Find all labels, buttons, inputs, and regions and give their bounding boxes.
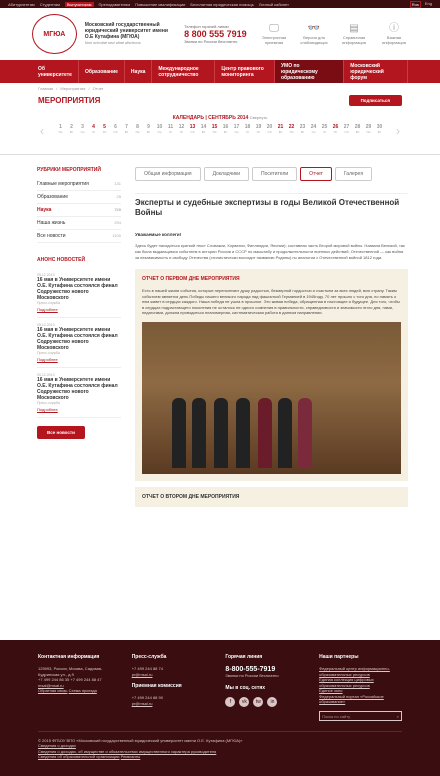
calendar-weekday: Пн: [289, 130, 294, 134]
instagram-icon[interactable]: in: [267, 697, 277, 707]
motto: Non scholae sed vitae discimus: [84, 40, 141, 45]
feedback-link[interactable]: Обратная связь: [38, 688, 68, 693]
university-logo[interactable]: [32, 14, 77, 54]
hotline-sub: Звонки по России бесплатно: [184, 39, 238, 44]
topbar-link-legal-help[interactable]: Бесплатная юридическая помощь: [190, 1, 254, 7]
calendar-weekday: Пн: [58, 130, 63, 134]
article-title: Эксперты и судебные экспертизы в годы Великой Отечественной Войны: [135, 193, 408, 218]
calendar-day[interactable]: 10 Ср: [156, 124, 163, 134]
calendar-title-text: КАЛЕНДАРЬ | СЕНТЯБРЬ 2014: [172, 115, 249, 121]
calendar-weekday: Пт: [256, 130, 261, 134]
tab-speakers[interactable]: Докладчики: [204, 167, 249, 181]
rubric-count: 131: [114, 181, 121, 186]
site-search-input[interactable]: [319, 711, 402, 721]
page-title: МЕРОПРИЯТИЯ: [38, 95, 101, 105]
calendar-weekday: Ср: [157, 130, 162, 134]
calendar-day[interactable]: 20 Сб: [266, 124, 273, 134]
rubric-count: 1100: [112, 233, 121, 238]
facebook-icon[interactable]: f: [225, 697, 235, 707]
calendar-day[interactable]: 11 Чт: [167, 124, 174, 134]
event-tabs: [135, 167, 408, 181]
news-date: 05.12.2013: [37, 373, 55, 377]
topbar-link-teachers[interactable]: Преподавателям: [98, 1, 131, 7]
reference-link[interactable]: [340, 23, 368, 45]
admission-email[interactable]: pr@msal.ru: [131, 700, 153, 706]
calendar-weekday: Пт: [333, 130, 338, 134]
calendar-day[interactable]: 25 Чт: [321, 124, 328, 134]
calendar-day[interactable]: 14 Вс: [200, 124, 207, 134]
press-phone: +7 499 244 88 74: [131, 666, 163, 671]
main-area: [0, 155, 440, 507]
site-header: [0, 8, 440, 60]
footer-hotline: [225, 654, 299, 721]
chevron-right-icon[interactable]: ›: [396, 124, 400, 138]
bottom-link[interactable]: Сведения о доходах, об имуществе и обязательствах имущественного характера руководителя: [38, 748, 217, 754]
calendar-day[interactable]: 24 Ср: [310, 124, 317, 134]
all-news-button[interactable]: Все новости: [37, 426, 85, 439]
calendar-day[interactable]: 23 Вт: [299, 124, 306, 134]
calendar-weekday: Пн: [366, 130, 371, 134]
rubric-label: Образование: [37, 194, 68, 200]
news-more-link[interactable]: Подробнее: [37, 357, 58, 362]
main-nav: [0, 60, 440, 83]
footer-address: 125993, Россия, Москва, Садовая-Кудринская ул., д.9: [38, 666, 103, 677]
university-name-text: Московский государственный юридический университет имени О.Е Кутафина (МГЮА): [84, 22, 168, 40]
content: [135, 167, 408, 507]
nav-forum[interactable]: Московский юридический форум: [344, 60, 408, 83]
calendar-weekday: Вс: [355, 130, 360, 134]
report-day-two[interactable]: ОТЧЕТ О ВТОРОМ ДНЕ МЕРОПРИЯТИЯ: [135, 487, 408, 507]
reference-label: Справочная информация: [342, 35, 366, 45]
important-info-link[interactable]: [380, 23, 408, 45]
calendar-day[interactable]: 2 Вт: [68, 124, 76, 134]
footer-contacts-title: Контактная информация: [38, 654, 100, 660]
vk-icon[interactable]: vk: [239, 697, 249, 707]
calendar-day[interactable]: 29 Пн: [365, 124, 372, 134]
calendar-weekday: Вт: [146, 130, 151, 134]
calendar-day[interactable]: 5 Пт: [101, 124, 109, 134]
news-announce: [37, 257, 121, 439]
bottom-link[interactable]: Сведения об образовательной организации: [38, 754, 120, 759]
footer-bottom: [38, 731, 402, 760]
calendar-weekday: Вс: [278, 130, 283, 134]
rubric-count: 25: [116, 194, 121, 199]
rubric-count: 294: [114, 220, 121, 225]
nav-science[interactable]: Наука: [125, 60, 152, 83]
calendar-day[interactable]: 17 Ср: [233, 124, 240, 134]
subscribe-button[interactable]: Подписаться: [349, 95, 402, 106]
news-item: [37, 268, 121, 318]
footer-phones: +7 499 244 86 35 +7 499 244 88 47: [38, 677, 102, 682]
nav-international[interactable]: Международное сотрудничество: [152, 60, 215, 83]
calendar-weekday: Пн: [135, 130, 140, 134]
announce-title: АНОНС НОВОСТЕЙ: [37, 257, 86, 263]
topbar-link-students[interactable]: Студентам: [39, 1, 60, 7]
news-more-link[interactable]: Подробнее: [37, 407, 58, 412]
calendar-weekday: Пн: [212, 130, 217, 134]
news-title[interactable]: 16 мая в Университете имени О.Е. Кутафина состоялся финал Содружество нового Московского: [37, 327, 118, 351]
calendar-weekday: Вс: [124, 130, 129, 134]
tab-gallery[interactable]: Галерея: [335, 167, 372, 181]
nav-umo[interactable]: УМО по юридическому образованию: [275, 60, 344, 83]
rubric-all[interactable]: [37, 230, 121, 243]
news-item: [37, 318, 121, 368]
footer-hotline-sub: Звонки по России бесплатно: [225, 673, 279, 678]
news-source: Пресс-служба: [37, 351, 60, 355]
calendar-day[interactable]: 4 Чт: [90, 124, 98, 134]
partner-link[interactable]: Единое окно: [319, 688, 343, 693]
map-link[interactable]: Схема проезда: [68, 688, 97, 693]
calendar-day[interactable]: 6 Сб: [112, 124, 120, 134]
footer-press: [132, 654, 206, 721]
event-photo: [142, 322, 401, 474]
topbar-link-graduates[interactable]: Выпускникам: [66, 1, 92, 7]
chevron-left-icon[interactable]: ‹: [40, 124, 44, 138]
calendar-weekday: Вт: [69, 130, 74, 134]
calendar-title: [0, 107, 440, 121]
e-reception-label: Электронная приемная: [261, 35, 287, 45]
partners-title: Наши партнеры: [319, 654, 359, 660]
news-item: [37, 368, 121, 418]
glasses-icon: 👓: [307, 23, 321, 34]
calendar-weekday: Пт: [102, 130, 107, 134]
nav-about[interactable]: Об университете: [32, 60, 79, 83]
lead-text: Здесь будет находиться краткий текст Словакии, Хорватии, Финляндии, Японии); составная часть Второй мировой войны. Названа Великой, так как была выдающимся событием в истории России и СССР по масштабу и продолжительности военных действий; Отечественной — как война за независимость и свободу Отечества (стилистически восходит названию Родины) по аналогии с Отечественной войной 1812 года.: [135, 243, 405, 260]
calendar-day[interactable]: 18 Чт: [244, 124, 251, 134]
calendar-weekday: Сб: [113, 130, 118, 134]
rubric-label: Наша жизнь: [37, 220, 66, 226]
report-day-one-text: Есть в нашей жизни события, которые переполняют душу радостью, безмерной гордостью и счастьем за всех людей, всю страну. Таким событием является день Победы нашего великого народа над фашисткой Германией в 1945году. 70 лет прошло с того дня, но память о нем живет в сердцах каждого. Наша победа не ушла в прошлое. Это живая победа, обращенная в настоящее и будущее. Для того, чтобы в сердцах подрастающего поколения не осталось не одного сомнения в правильности, справедливости и значимости этого дня, нами, педагогами, должна проводиться планомерная, систематическая работа в данном направлении.: [142, 288, 400, 315]
book-icon: ▤: [349, 23, 359, 34]
calendar-weekday: Сб: [190, 130, 195, 134]
footer-partners: [319, 654, 402, 721]
calendar-day[interactable]: 21 Вс: [277, 124, 284, 134]
calendar-day[interactable]: 26 Пт: [332, 124, 339, 134]
hotline-number[interactable]: 8 800 555 7919: [184, 29, 247, 39]
rubrics-title: РУБРИКИ МЕРОПРИЯТИЙ: [37, 167, 101, 173]
news-source: Пресс-служба: [37, 301, 60, 305]
calendar-collapse[interactable]: Свернуть: [249, 115, 268, 120]
calendar-days: [0, 124, 440, 134]
bottom-link[interactable]: Сведения о доходах: [38, 743, 76, 748]
calendar-weekday: Ср: [234, 130, 239, 134]
partner-link[interactable]: Федеральный центр информационно-образовательных ресурсов: [319, 666, 390, 677]
rubric-label: Все новости: [37, 233, 66, 239]
calendar-day[interactable]: 13 Сб: [189, 124, 196, 134]
footer-admission-title: Приемная комиссия: [131, 683, 182, 689]
calendar-day[interactable]: 19 Пт: [255, 124, 262, 134]
report-day-one: [135, 269, 408, 481]
press-email[interactable]: pr@msal.ru: [131, 671, 153, 677]
calendar-day[interactable]: 3 Ср: [79, 124, 87, 134]
social-title: Мы в соц. сетях: [225, 684, 266, 691]
news-date: 05.12.2013: [37, 273, 55, 277]
topbar-link-qualification[interactable]: Повышение квалификации: [135, 1, 186, 7]
breadcrumb-events[interactable]: Мероприятия: [60, 85, 86, 91]
calendar-day[interactable]: 8 Пн: [134, 124, 142, 134]
social-links: [225, 697, 299, 707]
rubric-count: 720: [114, 207, 121, 212]
tab-general[interactable]: Общая информация: [135, 167, 201, 181]
calendar-day[interactable]: 9 Вт: [145, 124, 153, 134]
footer-email[interactable]: msal@msal.ru: [38, 682, 64, 688]
partner-link[interactable]: Единая коллекция цифровых образовательных ресурсов: [319, 677, 374, 688]
top-utility-bar: [0, 0, 440, 8]
footer-hotline-number[interactable]: 8-800-555-7919: [225, 666, 276, 673]
footer: [0, 640, 440, 776]
lang-rus[interactable]: Rus: [411, 1, 419, 7]
topbar-link-applicants[interactable]: Абитуриентам: [8, 1, 35, 7]
calendar-weekday: Вт: [377, 130, 382, 134]
footer-contacts: [38, 654, 112, 721]
lang-eng[interactable]: Eng: [424, 0, 432, 6]
calendar-day[interactable]: 12 Пт: [178, 124, 185, 134]
calendar-weekday: Ср: [80, 130, 85, 134]
calendar-weekday: Вт: [300, 130, 305, 134]
calendar-day[interactable]: 30 Вт: [376, 124, 383, 134]
calendar-day[interactable]: 22 Пн: [288, 124, 295, 134]
calendar-day[interactable]: 1 Пн: [57, 124, 65, 134]
calendar-day[interactable]: 7 Вс: [123, 124, 131, 134]
breadcrumb-separator: /: [56, 85, 58, 91]
breadcrumb: [0, 83, 440, 93]
news-date: 05.12.2013: [37, 323, 55, 327]
calendar-day[interactable]: 28 Вс: [354, 124, 361, 134]
copyright: © 2015 ФГБОУ ВПО «Московский государственный юридический университет имени О.Е. Кутафина (МГЮА)»: [38, 737, 243, 743]
tab-visitors[interactable]: Посетители: [252, 167, 297, 181]
calendar-weekday: Пт: [179, 130, 184, 134]
news-more-link[interactable]: Подробнее: [37, 307, 58, 312]
bottom-link[interactable]: Реквизиты: [120, 754, 141, 759]
calendar-weekday: Вт: [223, 130, 228, 134]
report-day-one-title[interactable]: ОТЧЕТ О ПЕРВОМ ДНЕ МЕРОПРИЯТИЯ: [142, 276, 240, 282]
breadcrumb-home[interactable]: Главная: [38, 85, 54, 91]
rubric-science[interactable]: [37, 204, 121, 217]
twitter-icon[interactable]: tw: [253, 697, 263, 707]
title-bar: [0, 93, 440, 107]
e-reception-link[interactable]: [260, 23, 288, 45]
rubric-label: Наука: [37, 207, 52, 213]
calendar-weekday: Чт: [322, 130, 327, 134]
rubric-life[interactable]: [37, 217, 121, 230]
topbar-link-cabinet[interactable]: Личный кабинет: [258, 1, 289, 7]
footer-press-title: Пресс-служба: [131, 654, 167, 660]
footer-hotline-title: Горячая линия: [225, 654, 263, 660]
calendar-weekday: Ср: [311, 130, 316, 134]
calendar-day[interactable]: 15 Пн: [211, 124, 218, 134]
header-icons: [260, 23, 408, 45]
calendar-weekday: Вс: [201, 130, 206, 134]
breadcrumb-separator: /: [88, 85, 90, 91]
news-title[interactable]: 16 мая в Университете имени О.Е. Кутафина состоялся финал Содружество нового Московского: [37, 377, 118, 401]
rubric-education[interactable]: [37, 191, 121, 204]
sidebar: [37, 167, 121, 507]
search-icon[interactable]: ⌕: [396, 713, 400, 719]
partner-link[interactable]: Федеральный портал «Российское образование»: [319, 693, 384, 704]
info-icon: ⓘ: [389, 23, 400, 34]
monitor-icon: 🖵: [269, 23, 279, 34]
calendar-weekday: Чт: [168, 130, 173, 134]
tab-report[interactable]: Отчет: [300, 167, 332, 181]
calendar-weekday: Сб: [267, 130, 272, 134]
breadcrumb-current: Отчет: [92, 85, 104, 91]
calendar-day[interactable]: 27 Сб: [343, 124, 350, 134]
nav-monitoring[interactable]: Центр правового мониторинга: [215, 60, 275, 83]
calendar-weekday: Сб: [344, 130, 349, 134]
news-title[interactable]: 16 мая в Университете имени О.Е. Кутафина состоялся финал Содружество нового Московского: [37, 277, 118, 301]
greeting: Уважаемые коллеги!: [135, 232, 182, 237]
calendar-weekday: Чт: [91, 130, 96, 134]
rubric-label: Главные мероприятия: [37, 181, 89, 187]
admission-phone: +7 499 244 88 90: [131, 695, 163, 700]
calendar-day[interactable]: 16 Вт: [222, 124, 229, 134]
hotline-block: [184, 24, 252, 44]
hotline-label: Телефон горячей линии: [184, 24, 229, 29]
search-placeholder: Поиск по сайту: [322, 713, 351, 719]
low-vision-link[interactable]: [300, 23, 328, 45]
nav-education[interactable]: Образование: [79, 60, 125, 83]
rubric-main[interactable]: [37, 178, 121, 191]
news-source: Пресс-служба: [37, 401, 60, 405]
low-vision-label: Версия для слабовидящих: [300, 35, 328, 45]
university-name: [85, 22, 168, 46]
important-info-label: Важная информация: [382, 35, 406, 45]
calendar-weekday: Чт: [245, 130, 250, 134]
calendar: [0, 107, 440, 155]
logo-text: МГЮА: [43, 30, 66, 38]
